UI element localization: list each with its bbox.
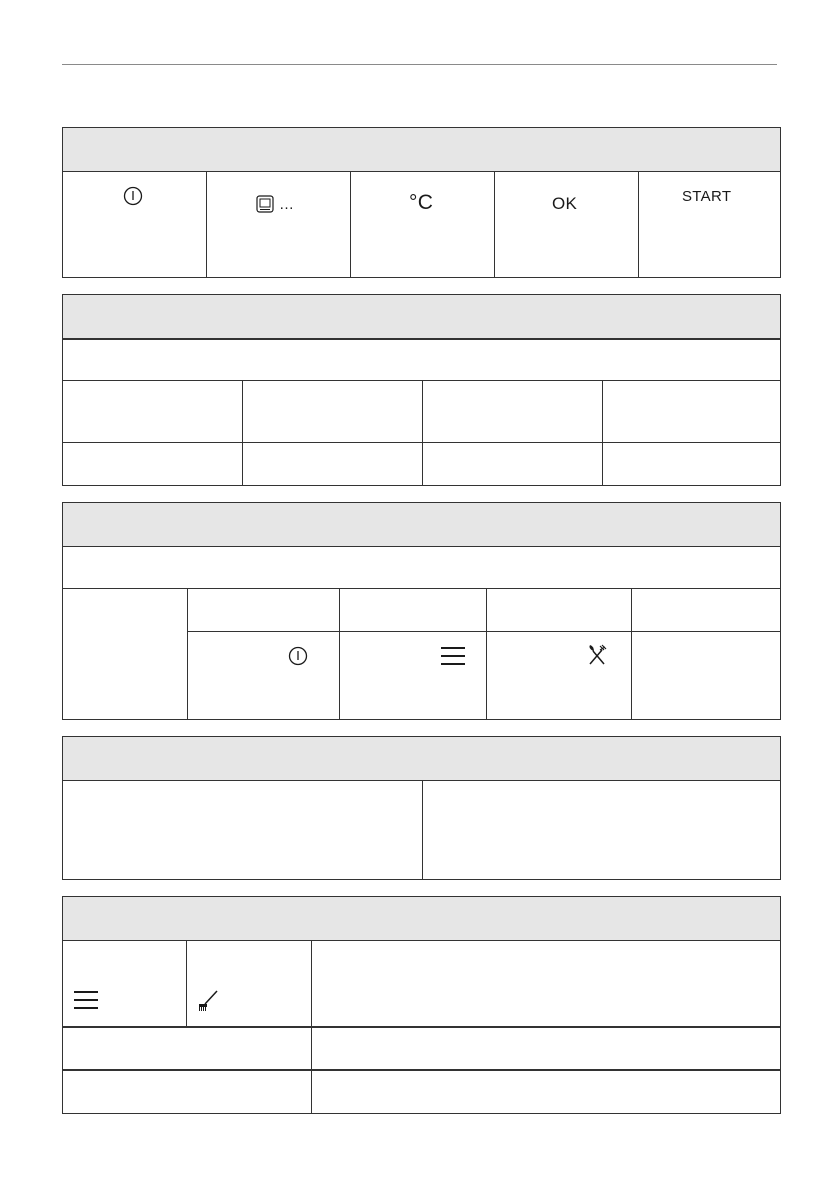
mode-more-ellipsis: … — [279, 196, 295, 213]
steps-table-header — [63, 503, 780, 547]
step-cell-3 — [487, 632, 632, 719]
oven-mode-icon[interactable] — [256, 195, 274, 213]
menu-icon — [441, 646, 465, 666]
steps-row-label-cell — [63, 589, 188, 719]
info-table-header — [63, 737, 780, 781]
step-cell-1 — [188, 632, 340, 719]
step-header-3 — [487, 589, 632, 632]
info-table — [62, 736, 781, 880]
step-header-4 — [632, 589, 780, 632]
brush-icon — [197, 990, 219, 1012]
start-button[interactable]: START — [682, 188, 732, 205]
cleaning-icon-cell-1 — [63, 940, 187, 1028]
settings-table — [62, 294, 781, 486]
info-cell-right — [423, 780, 780, 879]
settings-cell-r2c2 — [243, 443, 423, 485]
settings-cell-r1c3 — [423, 381, 603, 443]
settings-cell-r1c1 — [63, 381, 243, 443]
fork-knife-icon — [587, 644, 607, 666]
control-panel-header — [63, 128, 780, 172]
cleaning-row3-label — [63, 1071, 312, 1113]
cleaning-table-header — [63, 897, 780, 941]
step-cell-4 — [632, 632, 780, 719]
cleaning-table — [62, 896, 781, 1114]
header-rule — [62, 64, 777, 65]
temperature-cell[interactable] — [351, 171, 495, 277]
cleaning-row2-desc — [312, 1028, 780, 1071]
settings-cell-r1c2 — [243, 381, 423, 443]
step-header-2 — [340, 589, 487, 632]
oven-mode-cell[interactable] — [207, 171, 351, 277]
ok-button[interactable]: OK — [552, 194, 578, 213]
power-icon[interactable] — [123, 186, 143, 206]
settings-cell-r2c4 — [603, 443, 780, 485]
ok-cell[interactable] — [495, 171, 639, 277]
start-cell[interactable] — [639, 171, 780, 277]
menu-icon — [74, 990, 98, 1010]
settings-table-header — [63, 295, 780, 340]
step-cell-2 — [340, 632, 487, 719]
settings-cell-r1c4 — [603, 381, 780, 443]
power-icon — [288, 646, 308, 666]
cleaning-desc-cell-1 — [312, 940, 780, 1028]
celsius-icon[interactable]: °C — [409, 191, 434, 214]
settings-table-subheader — [63, 339, 780, 381]
settings-cell-r2c1 — [63, 443, 243, 485]
power-cell[interactable] — [63, 171, 207, 277]
cleaning-row3-desc — [312, 1071, 780, 1113]
info-cell-left — [63, 780, 423, 879]
control-panel-table — [62, 127, 781, 278]
steps-table — [62, 502, 781, 720]
cleaning-row2-label — [63, 1028, 312, 1071]
steps-table-subheader — [63, 546, 780, 589]
step-header-1 — [188, 589, 340, 632]
cleaning-icon-cell-2 — [187, 940, 312, 1028]
settings-cell-r2c3 — [423, 443, 603, 485]
